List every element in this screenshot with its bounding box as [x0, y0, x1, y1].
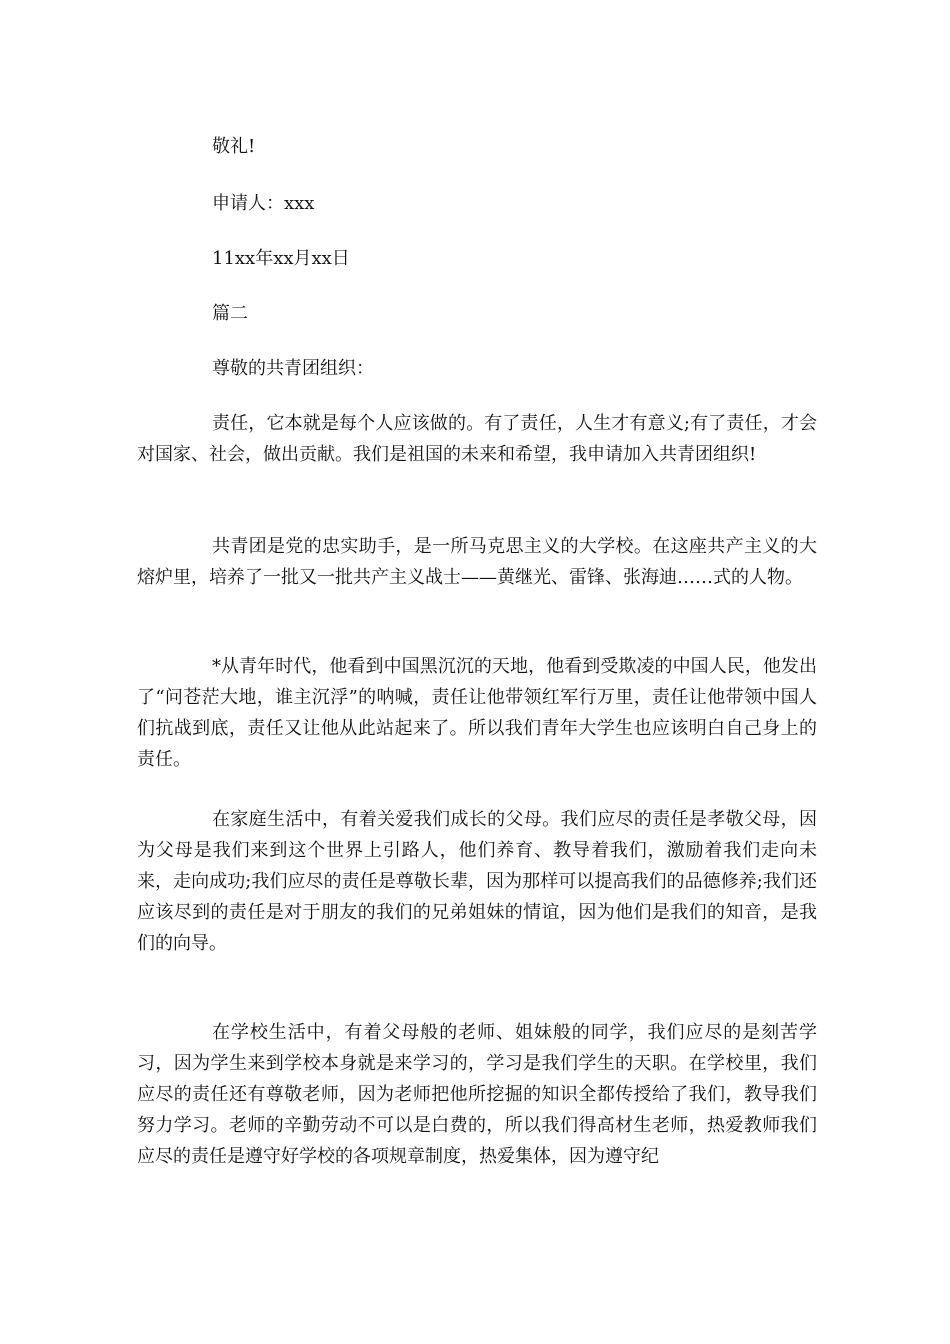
section-heading: 篇二: [212, 303, 248, 324]
greeting-line: 尊敬的共青团组织：: [212, 358, 374, 379]
paragraph-2: 共青团是党的忠实助手，是一所马克思主义的大学校。在这座共产主义的大熔炉里，培养了一批又一批共产主义战士——黄继光、雷锋、张海迪……式的人物。: [137, 536, 817, 588]
paragraph-5: 在学校生活中，有着父母般的老师、姐妹般的同学，我们应尽的是刻苦学习，因为学生来到学校本身就是来学习的，学习是我们学生的天职。在学校里，我们应尽的责任还有尊敬老师，因为老师把他所挖掘的知识全都传授给了我们，教导我们努力学习。老师的辛勤劳动不可以是白费的，所以我们得高材生老师，热爱教师我们应尽的责任是遵守好学校的各项规章制度，热爱集体，因为遵守纪: [137, 1022, 817, 1167]
date-line: 11xx年xx月xx日: [212, 248, 350, 269]
applicant-line: 申请人：xxx: [212, 193, 315, 214]
closing-salute: 敬礼!: [212, 136, 256, 157]
paragraph-4: 在家庭生活中，有着关爱我们成长的父母。我们应尽的责任是孝敬父母，因为父母是我们来到这个世界上引路人，他们养育、教导着我们，激励着我们走向未来，走向成功;我们应尽的责任是尊敬长辈，因为那样可以提高我们的品德修养;我们还应该尽到的责任是对于朋友的我们的兄弟姐妹的情谊，因为他们是我们的知音，是我们的向导。: [137, 809, 817, 954]
paragraph-1: 责任，它本就是每个人应该做的。有了责任，人生才有意义;有了责任，才会对国家、社会，做出贡献。我们是祖国的未来和希望，我申请加入共青团组织!: [137, 413, 817, 465]
paragraph-3: *从青年时代，他看到中国黑沉沉的天地，他看到受欺凌的中国人民，他发出了“问苍茫大地，谁主沉浮”的呐喊，责任让他带领红军行万里，责任让他带领中国人们抗战到底，责任又让他从此站起来了。所以我们青年大学生也应该明白自己身上的责任。: [137, 656, 817, 770]
